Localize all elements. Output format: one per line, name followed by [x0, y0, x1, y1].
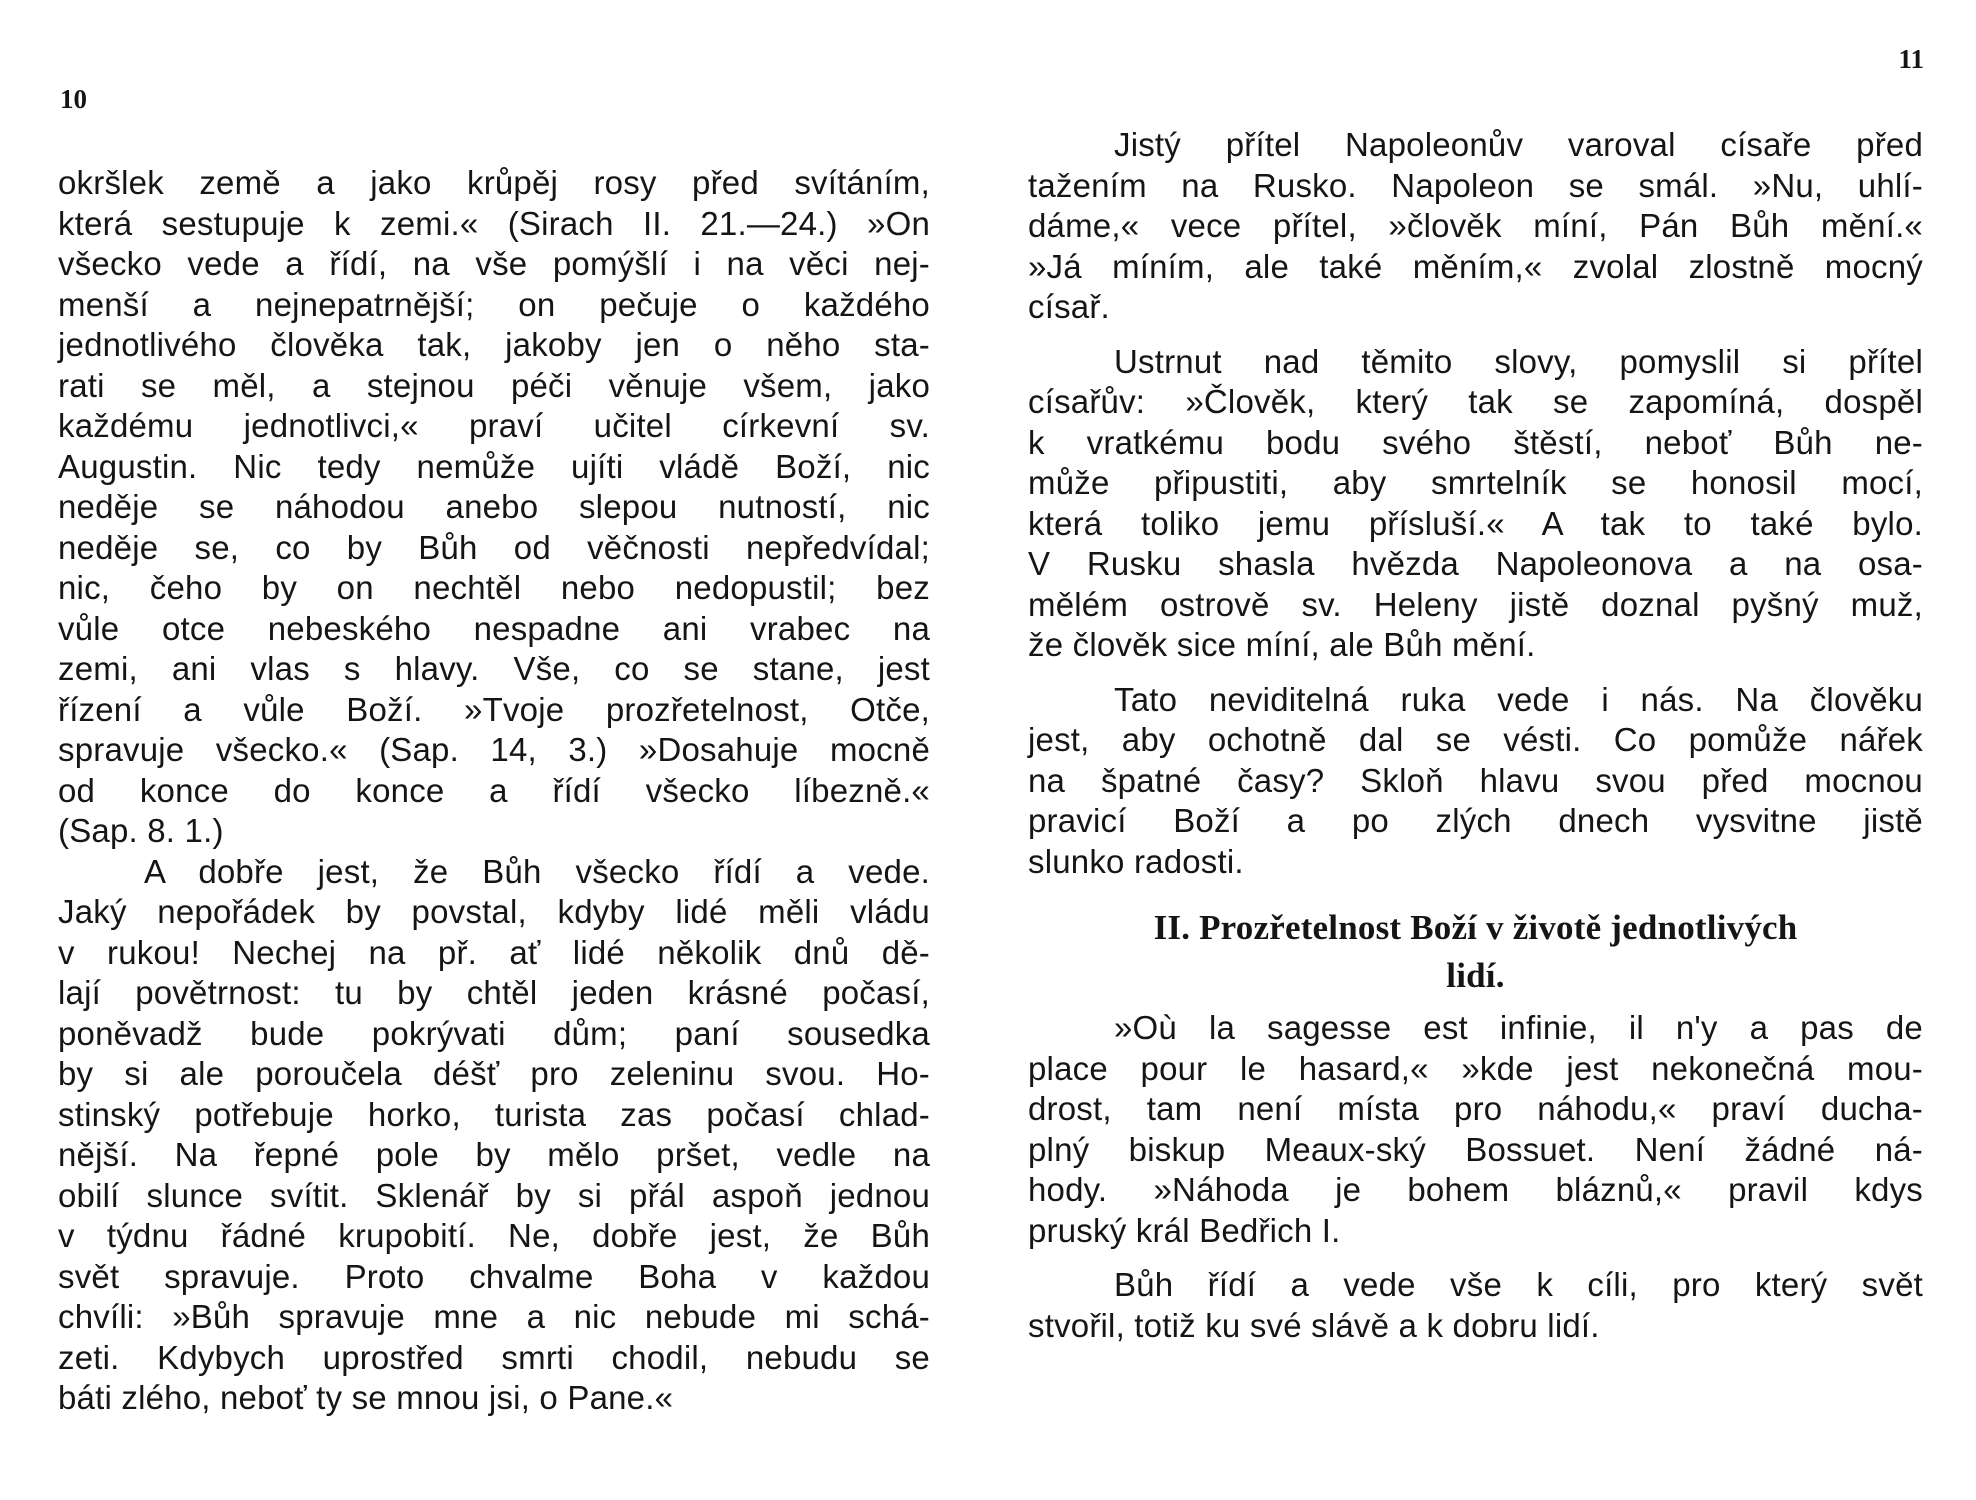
text-line: císař.	[1028, 288, 1110, 325]
paragraph	[1028, 680, 1923, 883]
text-line: od konce do konce a řídí všecko líbezně.«	[58, 771, 930, 809]
text-line: hody. »Náhoda je bohem bláznů,« pravil kdys	[1028, 1171, 1923, 1208]
text-line: rati se měl, a stejnou péči věnuje všem, jako	[58, 366, 930, 404]
text-line: A dobře jest, že Bůh všecko řídí a vede.	[144, 852, 930, 890]
text-line: v rukou! Nechej na př. ať lidé několik dnů dě-	[58, 933, 930, 971]
text-line: všecko vede a řídí, na vše pomýšlí i na věci nej-	[58, 245, 930, 282]
text-line: place pour le hasard,« »kde jest nekonečná mou-	[1028, 1049, 1923, 1087]
text-line: nic, čeho by on nechtěl nebo nedopustil; bez	[58, 569, 930, 606]
text-line: císařův: »Člověk, který tak se zapomíná, dospěl	[1028, 383, 1923, 420]
text-line: (Sap. 8. 1.)	[58, 812, 224, 849]
text-line: Tato neviditelná ruka vede i nás. Na člověku	[1114, 680, 1923, 718]
text-line: Bůh řídí a vede vše k cíli, pro který svět	[1114, 1266, 1923, 1303]
right-text-column	[1028, 125, 1923, 1346]
text-line: zeti. Kdybych uprostřed smrti chodil, nebudu se	[58, 1338, 930, 1376]
paragraph	[1028, 1008, 1923, 1251]
section-heading	[1028, 904, 1923, 1000]
paragraph	[1028, 125, 1923, 328]
paragraph	[1028, 342, 1923, 666]
page-number-left: 10	[60, 84, 87, 114]
text-line: »Já míním, ale také měním,« zvolal zlostně mocný	[1028, 247, 1923, 285]
text-line: k vratkému bodu svého štěstí, neboť Bůh ne-	[1028, 423, 1923, 461]
text-line: báti zlého, neboť ty se mnou jsi, o Pane.«	[58, 1379, 674, 1416]
text-line: obilí slunce svítit. Sklenář by si přál aspoň jednou	[58, 1176, 930, 1214]
section-heading-line: lidí.	[1446, 956, 1505, 995]
text-line: menší a nejnepatrnější; on pečuje o každého	[58, 285, 930, 323]
text-line: neděje se náhodou anebo slepou nutností, nic	[58, 488, 930, 525]
text-line: slunko radosti.	[1028, 842, 1244, 880]
right-page	[988, 0, 1976, 1500]
text-line: zemi, ani vlas s hlavy. Vše, co se stane, jest	[58, 650, 930, 687]
text-line: jest, aby ochotně dal se vésti. Co pomůže nářek	[1028, 721, 1923, 758]
text-line: lají povětrnost: tu by chtěl jeden krásné počasí,	[58, 974, 930, 1011]
text-line: mělém ostrově sv. Heleny jistě doznal pyšný muž,	[1028, 585, 1923, 623]
text-line: pruský král Bedřich I.	[1028, 1211, 1341, 1249]
text-line: Ustrnut nad těmito slovy, pomyslil si přítel	[1114, 342, 1923, 380]
text-line: která toliko jemu přísluší.« A tak to také bylo.	[1028, 504, 1923, 542]
text-line: na špatné časy? Skloň hlavu svou před mocnou	[1028, 761, 1923, 799]
text-line: dáme,« vece přítel, »člověk míní, Pán Bůh mění.«	[1028, 207, 1923, 244]
text-line: vůle otce nebeského nespadne ani vrabec na	[58, 609, 930, 647]
text-line: stvořil, totiž ku své slávě a k dobru lidí.	[1028, 1306, 1600, 1344]
text-line: která sestupuje k zemi.« (Sirach II. 21.—24.) »On	[58, 204, 930, 242]
text-line: Augustin. Nic tedy nemůže ujíti vládě Boží, nic	[58, 447, 930, 485]
text-line: pravicí Boží a po zlých dnech vysvitne jistě	[1028, 802, 1923, 839]
text-line: řízení a vůle Boží. »Tvoje prozřetelnost, Otče,	[58, 690, 930, 728]
text-line: tažením na Rusko. Napoleon se smál. »Nu, uhlí-	[1028, 166, 1923, 204]
text-line: Jistý přítel Napoleonův varoval císaře před	[1114, 126, 1923, 163]
text-line: okršlek země a jako krůpěj rosy před svítáním,	[58, 164, 930, 201]
text-line: by si ale poroučela déšť pro zeleninu svou. Ho-	[58, 1055, 930, 1092]
text-line: chvíli: »Bůh spravuje mne a nic nebude mi schá-	[58, 1298, 930, 1335]
text-line: V Rusku shasla hvězda Napoleonova a na osa-	[1028, 545, 1923, 582]
section-heading-line: II. Prozřetelnost Boží v životě jednotlivých	[1153, 908, 1798, 947]
left-text-column	[58, 163, 930, 1419]
text-line: drost, tam není místa pro náhodu,« praví ducha-	[1028, 1090, 1923, 1127]
text-line: spravuje všecko.« (Sap. 14, 3.) »Dosahuje mocně	[58, 731, 930, 768]
text-line: každému jednotlivci,« praví učitel církevní sv.	[58, 407, 930, 444]
text-line: neděje se, co by Bůh od věčnosti nepředvídal;	[58, 528, 930, 566]
text-line: jednotlivého člověka tak, jakoby jen o něho sta-	[58, 326, 930, 363]
text-line: v týdnu řádné krupobití. Ne, dobře jest, že Bůh	[58, 1217, 930, 1254]
text-line: poněvadž bude pokrývati dům; paní sousedka	[58, 1014, 930, 1052]
text-line: Jaký nepořádek by povstal, kdyby lidé měli vládu	[58, 893, 930, 930]
text-line: »Où la sagesse est infinie, il n'y a pas de	[1114, 1009, 1923, 1046]
page-number-right: 11	[1898, 44, 1924, 74]
paragraph	[1028, 1265, 1923, 1346]
text-line: plný biskup Meaux-ský Bossuet. Není žádné ná-	[1028, 1130, 1923, 1168]
text-line: stinský potřebuje horko, turista zas počasí chlad-	[58, 1095, 930, 1133]
text-line: nější. Na řepné pole by mělo pršet, vedle na	[58, 1136, 930, 1173]
text-line: může připustiti, aby smrtelník se honosil mocí,	[1028, 464, 1923, 501]
text-line: svět spravuje. Proto chvalme Boha v každou	[58, 1257, 930, 1295]
text-line: že člověk sice míní, ale Bůh mění.	[1028, 626, 1536, 663]
